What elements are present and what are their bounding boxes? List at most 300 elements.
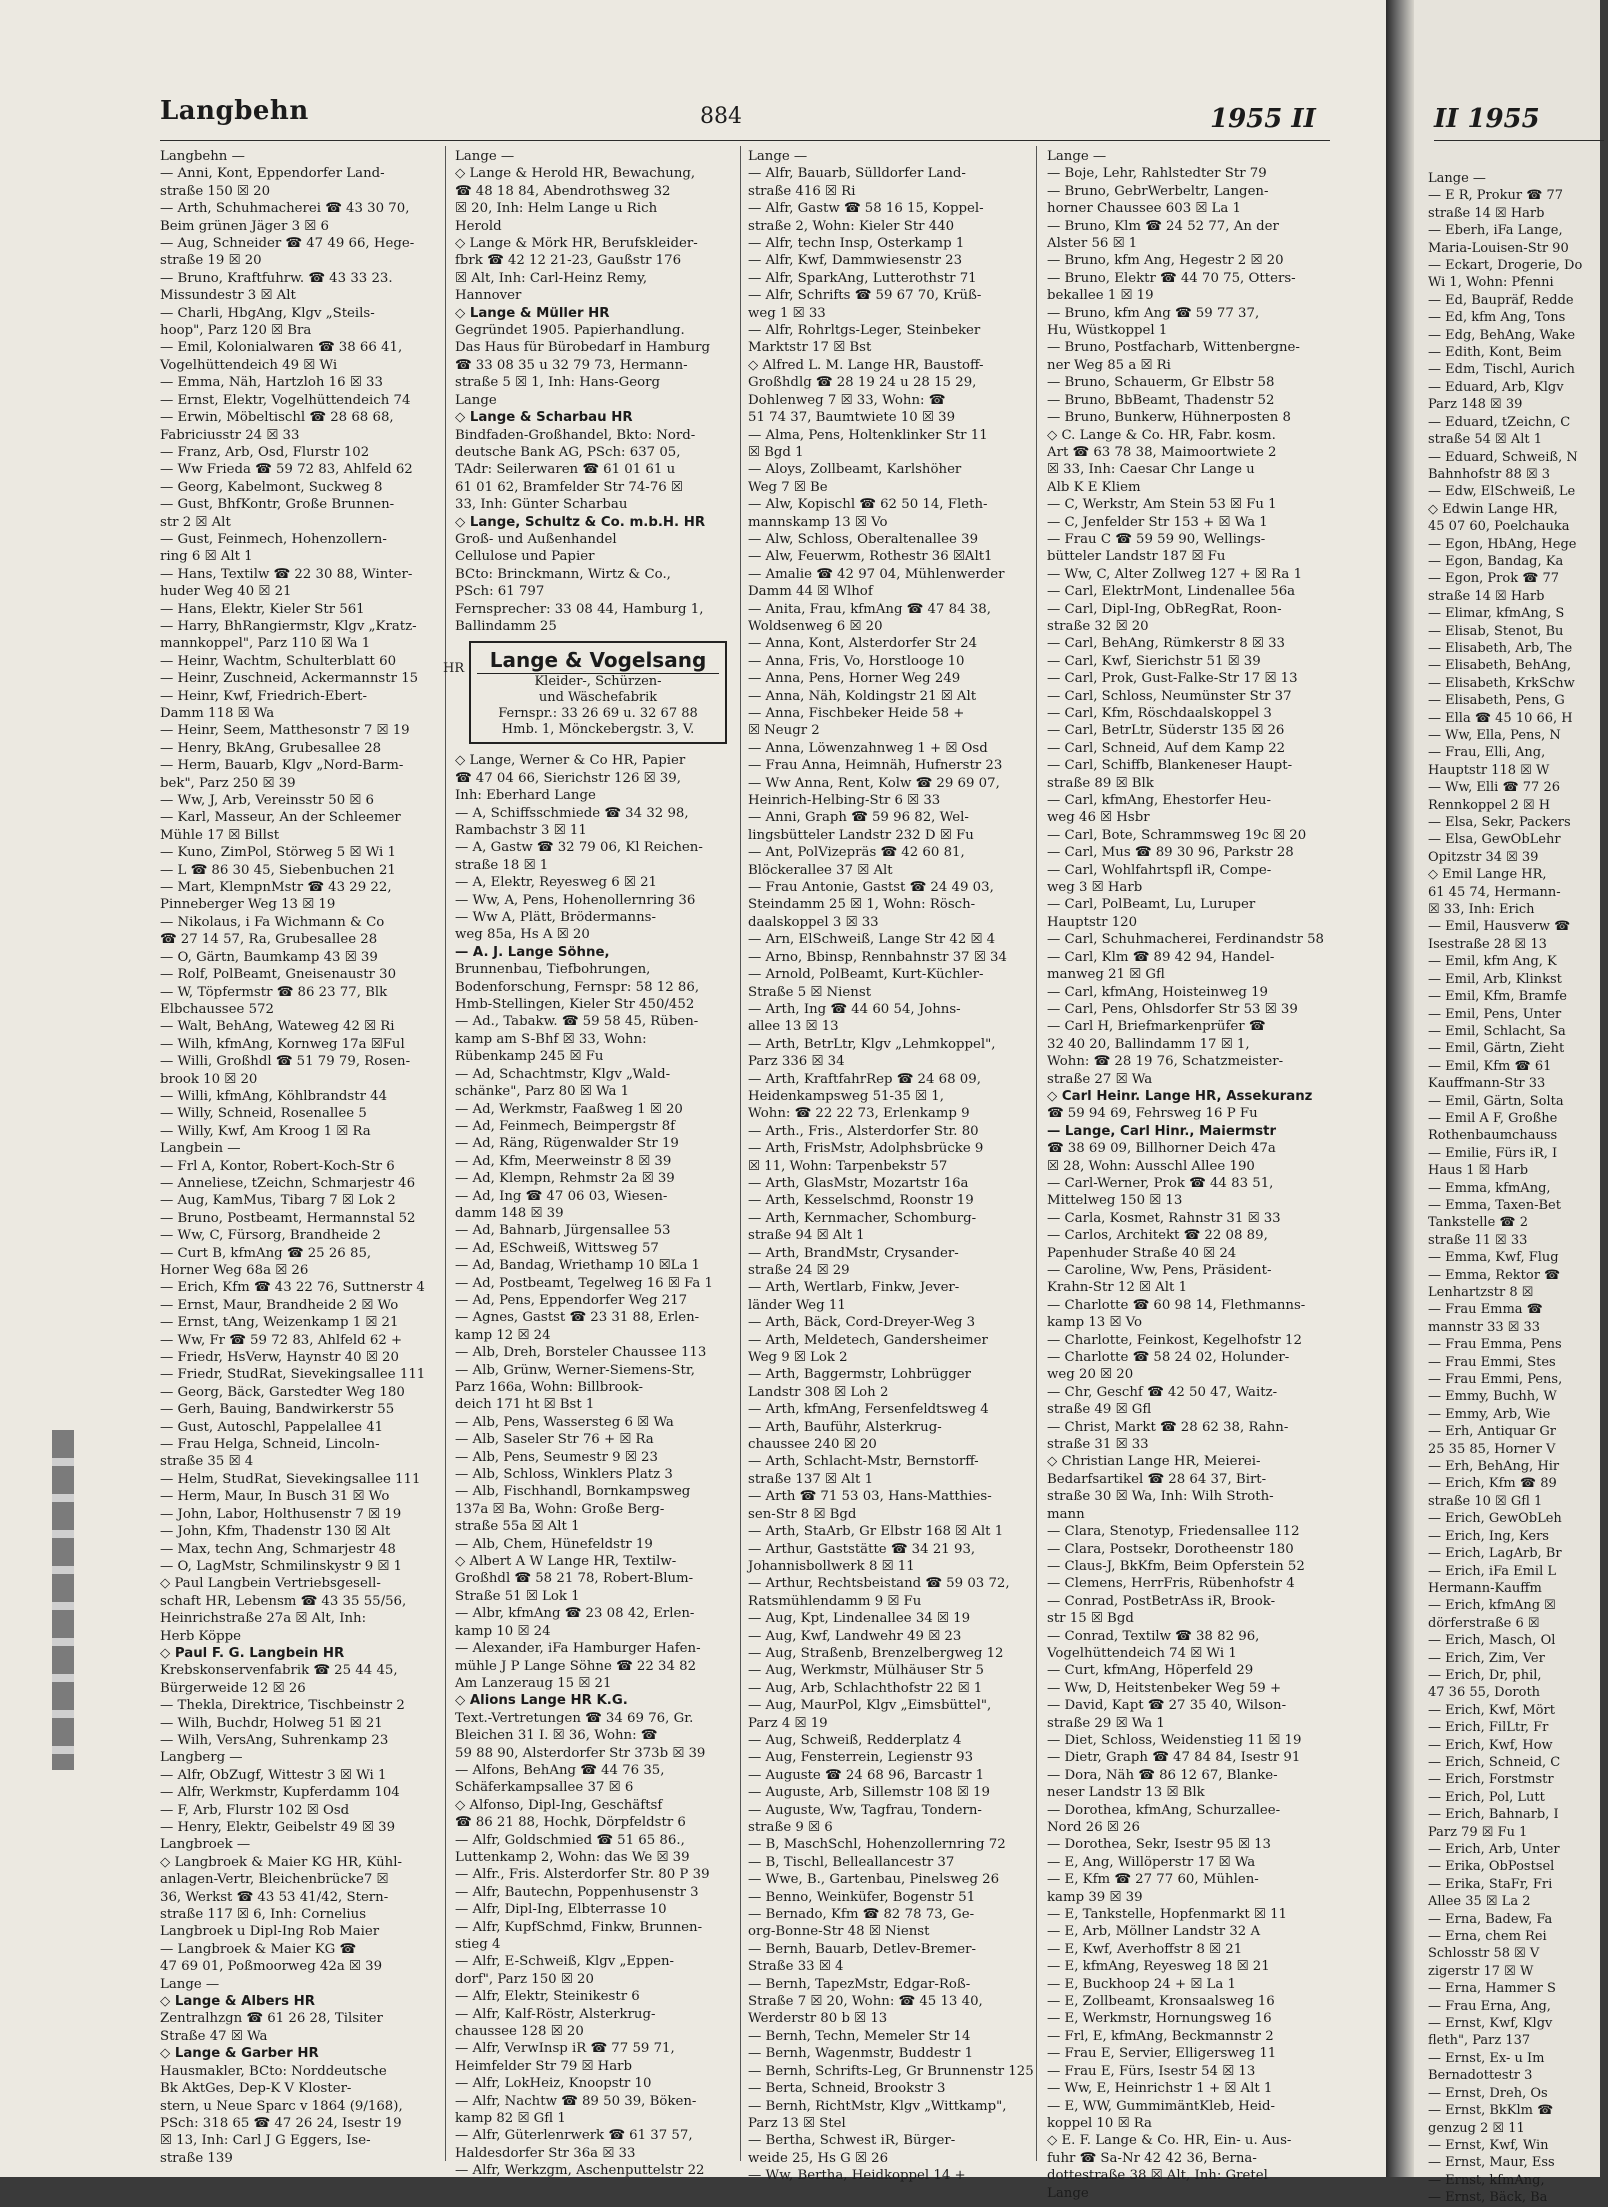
directory-entry-line: — Ww Anna, Rent, Kolw ☎ 29 69 07, bbox=[748, 775, 1000, 791]
directory-entry-line: Haldesdorfer Str 36a ☒ 33 bbox=[455, 2145, 636, 2161]
directory-entry-line: Isestraße 28 ☒ 13 bbox=[1428, 936, 1547, 952]
directory-entry-line: fbrk ☎ 42 12 21-23, Gaußstr 176 bbox=[455, 253, 682, 269]
directory-entry-line: kamp 82 ☒ Gfl 1 bbox=[455, 2111, 566, 2127]
directory-entry-line: mühle J P Lange Söhne ☎ 22 34 82 bbox=[455, 1658, 697, 1674]
directory-entry-line: — Edw, ElSchweiß, Le bbox=[1428, 484, 1576, 500]
directory-entry-line: — Bernh, Techn, Memeler Str 14 bbox=[748, 2028, 971, 2044]
directory-entry-line: — Emil, Arb, Klinkst bbox=[1428, 971, 1562, 987]
directory-entry-line: — Carl, Kfm, Röschdaalskoppel 3 bbox=[1047, 706, 1272, 721]
directory-entry-line: — Anna, Löwenzahnweg 1 + ☒ Osd bbox=[748, 740, 988, 756]
directory-entry-line: Lange — bbox=[455, 149, 515, 164]
directory-entry-line: — Egon, HbAng, Hege bbox=[1428, 536, 1577, 552]
directory-entry-line: — Karl, Masseur, An der Schleemer bbox=[160, 810, 401, 826]
directory-column-2 bbox=[455, 148, 733, 2179]
directory-entry-line: Schäferkampsallee 37 ☒ 6 bbox=[455, 1780, 634, 1796]
directory-entry-line: Zentralhzgn ☎ 61 26 28, Tilsiter bbox=[160, 2011, 383, 2027]
directory-entry-line: sen-Str 8 ☒ Bgd bbox=[748, 1506, 857, 1522]
directory-entry-line: — Carl, PolBeamt, Lu, Luruper bbox=[1047, 897, 1256, 913]
directory-entry-line: — Carl-Werner, Prok ☎ 44 83 51, bbox=[1047, 1175, 1274, 1191]
directory-entry-line: ◇ E. F. Lange & Co. HR, Ein- u. Aus- bbox=[1047, 2133, 1292, 2149]
directory-entry-line: Text.-Vertretungen ☎ 34 69 76, Gr. bbox=[455, 1710, 694, 1726]
directory-entry-line: — Elisabeth, Arb, The bbox=[1428, 640, 1573, 656]
directory-entry-line: Fabriciusstr 24 ☒ 33 bbox=[160, 427, 300, 443]
directory-entry-line: ◇ Edwin Lange HR, bbox=[1428, 501, 1558, 517]
directory-entry-line: — Carl, Pens, Ohlsdorfer Str 53 ☒ 39 bbox=[1047, 1001, 1298, 1017]
directory-entry-line: — Ernst, Maur, Ess bbox=[1428, 2155, 1555, 2171]
directory-entry-line: Horner Weg 68a ☒ 26 bbox=[160, 1263, 309, 1278]
directory-entry-line: — Ww, Bertha, Heidkoppel 14 + bbox=[748, 2168, 966, 2184]
directory-entry-line: Wohn: ☎ 22 22 73, Erlenkamp 9 bbox=[748, 1106, 970, 1122]
directory-entry-line: 51 74 37, Baumtwiete 10 ☒ 39 bbox=[748, 410, 956, 426]
directory-entry-line: — Carl, Schneid, Auf dem Kamp 22 bbox=[1047, 740, 1286, 756]
directory-entry-line: — Erwin, Möbeltischl ☎ 28 68 68, bbox=[160, 410, 394, 426]
directory-entry-line: — Anna, Kont, Alsterdorfer Str 24 bbox=[748, 636, 978, 652]
directory-entry-line: Opitzstr 34 ☒ 39 bbox=[1428, 849, 1539, 865]
directory-entry-line: — Mart, KlempnMstr ☎ 43 29 22, bbox=[160, 880, 392, 896]
directory-entry-line: — Ww A, Plätt, Brödermanns- bbox=[455, 910, 656, 926]
directory-entry-line: — Bruno, Postbeamt, Hermannstal 52 bbox=[160, 1210, 416, 1226]
directory-entry-line: Lange — bbox=[160, 1976, 220, 1992]
running-head-year: 1955 II bbox=[1210, 104, 1316, 134]
directory-entry-line: — Alb, Fischhandl, Bornkampsweg bbox=[455, 1484, 691, 1500]
directory-entry-line: bekallee 1 ☒ 19 bbox=[1047, 288, 1154, 304]
directory-entry-line: Lange — bbox=[1428, 171, 1486, 186]
directory-entry-line: — Arth, Bauführ, Alsterkrug- bbox=[748, 1419, 942, 1435]
directory-entry-line: 137a ☒ Ba, Wohn: Große Berg- bbox=[455, 1501, 665, 1517]
directory-entry-line: — A, Schiffsschmiede ☎ 34 32 98, bbox=[455, 805, 689, 821]
directory-entry-line: schänke", Parz 80 ☒ Wa 1 bbox=[455, 1084, 630, 1100]
directory-entry-line: — Frl, E, kfmAng, Beckmannstr 2 bbox=[1047, 2028, 1274, 2044]
directory-entry-line: — Bruno, GebrWerbeltr, Langen- bbox=[1047, 183, 1269, 199]
directory-entry-line: Haus 1 ☒ Harb bbox=[1428, 1163, 1529, 1179]
directory-entry-line: Papenhuder Straße 40 ☒ 24 bbox=[1047, 1245, 1237, 1261]
directory-entry-line: — Bruno, Bunkerw, Hühnerposten 8 bbox=[1047, 410, 1291, 426]
directory-entry-line: — Ernst, Elektr, Vogelhüttendeich 74 bbox=[160, 392, 411, 408]
directory-entry-line: — Arth, Schuhmacherei ☎ 43 30 70, bbox=[160, 201, 410, 217]
directory-entry-line: — Emil A F, Großhe bbox=[1428, 1110, 1558, 1126]
directory-entry-line: — Wilh, Buchdr, Holweg 51 ☒ 21 bbox=[160, 1715, 383, 1731]
directory-entry-line: — Erna, Badew, Fa bbox=[1428, 1911, 1553, 1927]
directory-entry-line: — Alfr, E-Schweiß, Klgv „Eppen- bbox=[455, 1954, 675, 1970]
directory-entry-line: — Emma, kfmAng, bbox=[1428, 1180, 1551, 1196]
directory-entry-line: Mühle 17 ☒ Billst bbox=[160, 827, 280, 843]
directory-entry-line: 47 69 01, Poßmoorweg 42a ☒ 39 bbox=[160, 1959, 383, 1975]
directory-entry-line: — Ww, C, Alter Zollweg 127 + ☒ Ra 1 bbox=[1047, 566, 1303, 582]
directory-entry-line: — Frau Erna, Ang, bbox=[1428, 1998, 1551, 2014]
directory-entry-line: — Alfr, Kwf, Dammwiesenstr 23 bbox=[748, 253, 963, 269]
directory-entry-line: — Dora, Näh ☎ 86 12 67, Blanke- bbox=[1047, 1767, 1278, 1783]
directory-page-right bbox=[1414, 0, 1600, 2206]
directory-entry-line: — E, Zollbeamt, Kronsaalsweg 16 bbox=[1047, 1994, 1275, 2010]
directory-entry-line: — Alw, Schloss, Oberaltenallee 39 bbox=[748, 531, 979, 547]
directory-entry-line: — Carl, Schloss, Neumünster Str 37 bbox=[1047, 688, 1292, 704]
directory-entry-line: — Carl H, Briefmarkenprüfer ☎ bbox=[1047, 1019, 1266, 1035]
directory-entry-line: — Alfr, Kalf-Röstr, Alsterkrug- bbox=[455, 2006, 656, 2022]
directory-entry-line: Heinrich-Helbing-Str 6 ☒ 33 bbox=[748, 793, 941, 809]
directory-entry-line: neser Landstr 13 ☒ Blk bbox=[1047, 1785, 1205, 1801]
directory-entry-line: Straße 47 ☒ Wa bbox=[160, 2028, 268, 2044]
directory-entry-line: — E, Kwf, Averhoffstr 8 ☒ 21 bbox=[1047, 1941, 1243, 1957]
directory-entry-line: — Alfr, Goldschmied ☎ 51 65 86., bbox=[455, 1832, 685, 1848]
directory-entry-line: — Alfr, Nachtw ☎ 89 50 39, Böken- bbox=[455, 2093, 697, 2109]
directory-entry-line: — Arnold, PolBeamt, Kurt-Küchler- bbox=[748, 967, 984, 983]
directory-entry-line: — Charlotte ☎ 58 24 02, Holunder- bbox=[1047, 1350, 1290, 1366]
directory-entry-line: — Auguste, Arb, Sillemstr 108 ☒ 19 bbox=[748, 1785, 990, 1801]
directory-entry-line: Elbchaussee 572 bbox=[160, 1001, 274, 1017]
directory-entry-line: — Erich, Kfm ☎ 43 22 76, Suttnerstr 4 bbox=[160, 1280, 425, 1296]
directory-entry-line: — Alb, Saseler Str 76 + ☒ Ra bbox=[455, 1432, 654, 1448]
directory-entry-line: — Caroline, Ww, Pens, Präsident- bbox=[1047, 1263, 1272, 1278]
directory-entry-line: — Alexander, iFa Hamburger Hafen- bbox=[455, 1641, 701, 1657]
directory-entry-line: — Conrad, PostBetrAss iR, Brook- bbox=[1047, 1593, 1276, 1609]
directory-entry-line: — Alb, Pens, Seumestr 9 ☒ 23 bbox=[455, 1449, 658, 1465]
directory-entry-line: — Emil, Hausverw ☎ bbox=[1428, 919, 1571, 935]
directory-entry-line: stern, u Neue Sparc v 1864 (9/168), bbox=[160, 2098, 403, 2114]
directory-entry-line: — Willi, Großhdl ☎ 51 79 79, Rosen- bbox=[160, 1054, 411, 1070]
directory-entry-line: — Erna, Hammer S bbox=[1428, 1981, 1556, 1997]
directory-entry-line: ◇ Paul Langbein Vertriebsgesell- bbox=[160, 1576, 381, 1592]
directory-entry-line: — Erika, StaFr, Fri bbox=[1428, 1876, 1553, 1892]
directory-entry-line: — Dietr, Graph ☎ 47 84 84, Isestr 91 bbox=[1047, 1750, 1301, 1766]
directory-entry-line: weg 3 ☒ Harb bbox=[1047, 880, 1143, 896]
directory-entry-line: — Emma, Näh, Hartzloh 16 ☒ 33 bbox=[160, 375, 383, 391]
directory-entry-line: — Emil, Gärtn, Zieht bbox=[1428, 1041, 1565, 1057]
directory-entry-line: kamp am S-Bhf ☒ 33, Wohn: bbox=[455, 1031, 647, 1047]
directory-entry-line: — Frau, Elli, Ang, bbox=[1428, 745, 1546, 761]
directory-entry-line: — Arth, Kesselschmd, Roonstr 19 bbox=[748, 1193, 974, 1209]
directory-entry-line: — Arn, ElSchweiß, Lange Str 42 ☒ 4 bbox=[748, 932, 996, 948]
directory-entry-line: Rothenbaumchauss bbox=[1428, 1128, 1558, 1144]
directory-entry-line: — E, Kfm ☎ 27 77 60, Mühlen- bbox=[1047, 1872, 1259, 1888]
directory-entry-line: — Bernh, Wagenmstr, Buddestr 1 bbox=[748, 2046, 974, 2062]
directory-entry-line: 33, Inh: Günter Scharbau bbox=[455, 497, 628, 513]
directory-entry-line: — E, kfmAng, Reyesweg 18 ☒ 21 bbox=[1047, 1959, 1270, 1975]
directory-entry-line: Schlosstr 58 ☒ V bbox=[1428, 1946, 1540, 1962]
directory-entry-line: — Eduard, Schweiß, N bbox=[1428, 449, 1578, 465]
directory-entry-line: ◇ Langbroek & Maier KG HR, Kühl- bbox=[160, 1854, 402, 1870]
directory-entry-line: — Ernst, Bäck, Ba bbox=[1428, 2190, 1548, 2206]
directory-entry-line: — Elisab, Stenot, Bu bbox=[1428, 623, 1564, 639]
directory-entry-line: Bodenforschung, Fernspr: 58 12 86, bbox=[455, 979, 700, 995]
directory-entry-line: — Bernh, TapezMstr, Edgar-Roß- bbox=[748, 1976, 971, 1992]
directory-entry-line: — Ww, Elli ☎ 77 26 bbox=[1428, 780, 1560, 796]
directory-entry-line: — Alfr, Bautechn, Poppenhusenstr 3 bbox=[455, 1884, 699, 1900]
directory-entry-line: — Aug, Kpt, Lindenallee 34 ☒ 19 bbox=[748, 1611, 971, 1627]
directory-entry-line: — Ww, A, Pens, Hohenollernring 36 bbox=[455, 892, 696, 908]
directory-entry-line: — Conrad, Textilw ☎ 38 82 96, bbox=[1047, 1628, 1260, 1644]
directory-entry-line: Damm 118 ☒ Wa bbox=[160, 706, 275, 721]
directory-entry-line: — Hans, Elektr, Kieler Str 561 bbox=[160, 601, 365, 617]
directory-entry-line: Langbehn — bbox=[160, 149, 245, 164]
directory-entry-line: — Erich, Bahnarb, I bbox=[1428, 1807, 1559, 1823]
directory-entry-line: Tankstelle ☎ 2 bbox=[1428, 1215, 1528, 1231]
directory-entry-line: — Erich, Schneid, C bbox=[1428, 1754, 1561, 1770]
directory-entry-line: — Aug, MaurPol, Klgv „Eimsbüttel", bbox=[748, 1698, 992, 1714]
directory-entry-line: BCto: Brinckmann, Wirtz & Co., bbox=[455, 566, 671, 582]
directory-entry-line: Heimfelder Str 79 ☒ Harb bbox=[455, 2058, 633, 2074]
directory-entry-line: — John, Labor, Holthusenstr 7 ☒ 19 bbox=[160, 1506, 402, 1522]
directory-entry-line: — Lange, Carl Hinr., Maiermstr bbox=[1047, 1123, 1277, 1139]
directory-entry-line: — Carl, Mus ☎ 89 30 96, Parkstr 28 bbox=[1047, 845, 1294, 861]
directory-entry-line: Bedarfsartikel ☎ 28 64 37, Birt- bbox=[1047, 1471, 1267, 1487]
directory-entry-line: — Alfons, BehAng ☎ 44 76 35, bbox=[455, 1762, 665, 1778]
directory-entry-line: ◇ Carl Heinr. Lange HR, Assekuranz bbox=[1047, 1088, 1313, 1104]
running-head-name: Langbehn bbox=[160, 96, 309, 126]
directory-entry-line: — Ww, E, Heinrichstr 1 + ☒ Alt 1 bbox=[1047, 2081, 1273, 2097]
directory-entry-line: — Arth, Ing ☎ 44 60 54, Johns- bbox=[748, 1001, 961, 1017]
directory-entry-line: ◇ Albert A W Lange HR, Textilw- bbox=[455, 1554, 677, 1570]
directory-entry-line: — Aloys, Zollbeamt, Karlshöher bbox=[748, 462, 962, 478]
ad-line: Hmb. 1, Mönckebergstr. 3, V. bbox=[501, 722, 695, 738]
directory-entry-line: ☒ 33, Inh: Erich bbox=[1428, 902, 1535, 918]
directory-entry-line: Lange bbox=[455, 392, 497, 408]
directory-entry-line: — Arth, Kernmacher, Schomburg- bbox=[748, 1210, 977, 1226]
directory-entry-line: — Arth., Fris., Alsterdorfer Str. 80 bbox=[748, 1123, 979, 1139]
directory-entry-line: — E, Tankstelle, Hopfenmarkt ☒ 11 bbox=[1047, 1907, 1287, 1923]
directory-entry-line: straße 94 ☒ Alt 1 bbox=[748, 1228, 865, 1244]
directory-entry-line: — Elisabeth, Pens, G bbox=[1428, 693, 1565, 709]
directory-entry-line: — Max, techn Ang, Schmarjestr 48 bbox=[160, 1541, 396, 1557]
directory-entry-line: — Alfr, techn Insp, Osterkamp 1 bbox=[748, 236, 965, 252]
directory-entry-line: Hu, Wüstkoppel 1 bbox=[1047, 323, 1168, 339]
directory-entry-line: straße 11 ☒ 33 bbox=[1428, 1232, 1528, 1248]
directory-entry-line: — Erich, Zim, Ver bbox=[1428, 1650, 1545, 1666]
directory-entry-line: — Ad, Bandag, Wriethamp 10 ☒La 1 bbox=[455, 1258, 700, 1274]
directory-entry-line: straße 2, Wohn: Kieler Str 440 bbox=[748, 218, 955, 234]
directory-entry-line: — Arth, KraftfahrRep ☎ 24 68 09, bbox=[748, 1071, 981, 1087]
directory-entry-line: — F, Arb, Flurstr 102 ☒ Osd bbox=[160, 1802, 350, 1818]
directory-entry-line: ◇ C. Lange & Co. HR, Fabr. kosm. bbox=[1047, 427, 1276, 443]
directory-entry-line: Weg 9 ☒ Lok 2 bbox=[748, 1350, 848, 1366]
directory-entry-line: — Ad, ESchweiß, Wittsweg 57 bbox=[455, 1240, 659, 1256]
directory-entry-line: — Carl, Schuhmacherei, Ferdinandstr 58 bbox=[1047, 932, 1325, 948]
directory-entry-line: weg 46 ☒ Hsbr bbox=[1047, 810, 1150, 826]
directory-entry-line: — Ed, kfm Ang, Tons bbox=[1428, 310, 1566, 326]
directory-entry-line: Langbein — bbox=[160, 1141, 241, 1157]
directory-entry-line: — Willy, Schneid, Rosenallee 5 bbox=[160, 1106, 367, 1122]
directory-entry-line: — Arth ☎ 71 53 03, Hans-Matthies- bbox=[748, 1489, 992, 1505]
directory-entry-line: — Franz, Arb, Osd, Flurstr 102 bbox=[160, 444, 370, 460]
directory-entry-line: Wohn: ☎ 28 19 76, Schatzmeister- bbox=[1047, 1054, 1284, 1070]
directory-entry-line: mann bbox=[1047, 1506, 1085, 1522]
directory-entry-line: — A. J. Lange Söhne, bbox=[455, 944, 610, 960]
directory-entry-line: Langbroek u Dipl-Ing Rob Maier bbox=[160, 1924, 380, 1940]
directory-entry-line: — Chr, Geschf ☎ 42 50 47, Waitz- bbox=[1047, 1384, 1278, 1400]
directory-entry-line: — Frau E, Servier, Elligersweg 11 bbox=[1047, 2046, 1277, 2062]
directory-entry-line: Hannover bbox=[455, 288, 522, 304]
directory-entry-line: — Egon, Prok ☎ 77 bbox=[1428, 571, 1560, 587]
directory-entry-line: Vogelhüttendeich 74 ☒ Wi 1 bbox=[1047, 1645, 1237, 1661]
directory-entry-line: — Ww, J, Arb, Vereinsstr 50 ☒ 6 bbox=[160, 793, 374, 809]
directory-entry-line: brook 10 ☒ 20 bbox=[160, 1071, 258, 1087]
book-gutter bbox=[1386, 0, 1414, 2177]
directory-entry-line: Großhdlg ☎ 28 19 24 u 28 15 29, bbox=[748, 375, 977, 391]
directory-entry-line: — Emma, Rektor ☎ bbox=[1428, 1267, 1561, 1283]
directory-entry-line: — Ant, PolVizepräs ☎ 42 60 81, bbox=[748, 845, 965, 861]
directory-entry-line: — Ella ☎ 45 10 66, H bbox=[1428, 710, 1573, 726]
directory-entry-line: 47 36 55, Doroth bbox=[1428, 1685, 1541, 1701]
directory-entry-line: ☒ Bgd 1 bbox=[748, 444, 804, 460]
column-separator bbox=[1036, 146, 1037, 2161]
directory-entry-line: — Alfr, Gastw ☎ 58 16 15, Koppel- bbox=[748, 201, 984, 217]
directory-entry-line: deutsche Bank AG, PSch: 637 05, bbox=[455, 444, 681, 460]
directory-entry-line: — Emma, Taxen-Bet bbox=[1428, 1197, 1561, 1213]
directory-entry-line: — Auguste ☎ 24 68 96, Barcastr 1 bbox=[748, 1767, 985, 1783]
directory-entry-line: — Bernh, Schrifts-Leg, Gr Brunnenstr 125 bbox=[748, 2063, 1034, 2079]
directory-entry-line: Das Haus für Bürobedarf in Hamburg bbox=[455, 340, 710, 356]
directory-entry-line: — Carl, kfmAng, Hoisteinweg 19 bbox=[1047, 984, 1269, 1000]
directory-entry-line: — Arth, kfmAng, Fersenfeldtsweg 4 bbox=[748, 1402, 989, 1418]
directory-entry-line: Bleichen 31 I. ☒ 36, Wohn: ☎ bbox=[455, 1728, 658, 1744]
directory-entry-line: 61 45 74, Hermann- bbox=[1428, 884, 1561, 900]
directory-entry-line: kamp 10 ☒ 24 bbox=[455, 1623, 551, 1639]
directory-entry-line: — Erna, chem Rei bbox=[1428, 1929, 1547, 1945]
directory-entry-line: — Boje, Lehr, Rahlstedter Str 79 bbox=[1047, 166, 1267, 182]
directory-entry-line: mannkoppel", Parz 110 ☒ Wa 1 bbox=[160, 636, 371, 652]
directory-entry-line: Pinneberger Weg 13 ☒ 19 bbox=[160, 897, 336, 913]
directory-entry-line: — Eduard, tZeichn, C bbox=[1428, 414, 1571, 430]
directory-entry-line: 45 07 60, Poelchauka bbox=[1428, 519, 1570, 535]
directory-entry-line: — Eduard, Arb, Klgv bbox=[1428, 379, 1564, 395]
directory-entry-line: Straße 33 ☒ 4 bbox=[748, 1959, 844, 1975]
directory-entry-line: ◇ Alfonso, Dipl-Ing, Geschäftsf bbox=[455, 1797, 663, 1813]
ad-side-label: HR bbox=[443, 661, 465, 676]
directory-entry-line: — Arth, Meldetech, Gandersheimer bbox=[748, 1332, 988, 1348]
directory-entry-line: Hauptstr 120 bbox=[1047, 914, 1138, 930]
directory-entry-line: straße 14 ☒ Harb bbox=[1428, 588, 1545, 604]
directory-entry-line: — Carl, Prok, Gust-Falke-Str 17 ☒ 13 bbox=[1047, 671, 1298, 687]
directory-entry-line: — Herm, Bauarb, Klgv „Nord-Barm- bbox=[160, 758, 404, 774]
directory-entry-line: — W, Töpfermstr ☎ 86 23 77, Blk bbox=[160, 984, 388, 1000]
column-separator bbox=[740, 146, 741, 2161]
directory-entry-line: Hermann-Kauffm bbox=[1428, 1580, 1542, 1596]
directory-entry-line: Krahn-Str 12 ☒ Alt 1 bbox=[1047, 1280, 1188, 1296]
directory-entry-line: Hausmakler, BCto: Norddeutsche bbox=[160, 2063, 387, 2079]
directory-entry-line: — Arth, Baggermstr, Lohbrügger bbox=[748, 1367, 971, 1383]
directory-entry-line: Johannisbollwerk 8 ☒ 11 bbox=[748, 1558, 915, 1574]
directory-entry-line: fuhr ☎ Sa-Nr 42 42 36, Berna- bbox=[1047, 2150, 1257, 2166]
directory-entry-line: — Alfr, SparkAng, Lutterothstr 71 bbox=[748, 270, 977, 286]
directory-entry-line: ☒ 28, Wohn: Ausschl Allee 190 bbox=[1047, 1158, 1255, 1174]
directory-entry-line: 61 01 62, Bramfelder Str 74-76 ☒ bbox=[455, 479, 683, 495]
directory-entry-line: Nord 26 ☒ 26 bbox=[1047, 1820, 1140, 1835]
directory-entry-line: — Frau Helga, Schneid, Lincoln- bbox=[160, 1437, 380, 1453]
directory-entry-line: — E, Arb, Möllner Landstr 32 A bbox=[1047, 1924, 1261, 1940]
directory-entry-line: — Erich, kfmAng ☒ bbox=[1428, 1598, 1556, 1614]
directory-entry-line: — Erich, Masch, Ol bbox=[1428, 1633, 1556, 1649]
directory-entry-line: — Anna, Fris, Vo, Horstlooge 10 bbox=[748, 653, 965, 669]
directory-entry-line: — Emilie, Fürs iR, I bbox=[1428, 1145, 1558, 1161]
directory-entry-line: — Ernst, Kwf, Win bbox=[1428, 2137, 1549, 2153]
directory-entry-line: — Edg, BehAng, Wake bbox=[1428, 327, 1576, 343]
directory-entry-line: — Ww, Ella, Pens, N bbox=[1428, 728, 1561, 743]
directory-entry-line: straße 49 ☒ Gfl bbox=[1047, 1402, 1152, 1418]
directory-entry-line: Lange — bbox=[1047, 149, 1107, 164]
directory-entry-line: — L ☎ 86 30 45, Siebenbuchen 21 bbox=[160, 862, 396, 878]
directory-entry-line: — Alw, Kopischl ☎ 62 50 14, Fleth- bbox=[748, 497, 988, 513]
directory-entry-line: huder Weg 40 ☒ 21 bbox=[160, 584, 292, 600]
directory-entry-line: Woldsenweg 6 ☒ 20 bbox=[748, 618, 883, 634]
directory-entry-line: — Bernado, Kfm ☎ 82 78 73, Ge- bbox=[748, 1907, 975, 1923]
ad-line: Fernspr.: 33 26 69 u. 32 67 88 bbox=[498, 706, 698, 722]
directory-entry-line: — Ernst, tAng, Weizenkamp 1 ☒ 21 bbox=[160, 1315, 399, 1331]
directory-entry-line: Krebskonservenfabrik ☎ 25 44 45, bbox=[160, 1663, 398, 1679]
directory-entry-line: — Alfr, Güterlenrwerk ☎ 61 37 57, bbox=[455, 2128, 693, 2144]
column-separator bbox=[445, 146, 446, 2161]
directory-entry-line: — Willy, Kwf, Am Kroog 1 ☒ Ra bbox=[160, 1123, 371, 1139]
directory-entry-line: — Bruno, kfm Ang ☎ 59 77 37, bbox=[1047, 305, 1260, 321]
directory-entry-line: — Aug, Schneider ☎ 47 49 66, Hege- bbox=[160, 236, 415, 252]
directory-entry-line: — Carla, Kosmet, Rahnstr 31 ☒ 33 bbox=[1047, 1210, 1281, 1226]
directory-entry-line: — Ad, Pens, Eppendorfer Weg 217 bbox=[455, 1292, 688, 1308]
directory-entry-line: — Frl A, Kontor, Robert-Koch-Str 6 bbox=[160, 1158, 395, 1174]
directory-entry-line: Maria-Louisen-Str 90 bbox=[1428, 240, 1569, 256]
directory-entry-line: — Aug, Straßenb, Brenzelbergweg 12 bbox=[748, 1645, 1004, 1661]
directory-entry-line: — Gust, Feinmech, Hohenzollern- bbox=[160, 531, 387, 547]
directory-entry-line: länder Weg 11 bbox=[748, 1297, 846, 1313]
directory-entry-line: — Hans, Textilw ☎ 22 30 88, Winter- bbox=[160, 566, 413, 582]
directory-entry-line: — Ed, Baupräf, Redde bbox=[1428, 292, 1574, 308]
directory-entry-line: — Auguste, Ww, Tagfrau, Tondern- bbox=[748, 1802, 982, 1818]
directory-entry-line: — John, Kfm, Thadenstr 130 ☒ Alt bbox=[160, 1524, 391, 1540]
directory-entry-line: — Wwe, B., Gartenbau, Pinelsweg 26 bbox=[748, 1872, 1000, 1888]
directory-entry-line: weg 20 ☒ 20 bbox=[1047, 1367, 1134, 1383]
directory-entry-line: ☒ 33, Inh: Caesar Chr Lange u bbox=[1047, 462, 1255, 478]
directory-entry-line: — Emil, Pens, Unter bbox=[1428, 1006, 1562, 1022]
right-header-rule bbox=[1434, 140, 1604, 141]
directory-entry-line: — Alfr, LokHeiz, Knoopstr 10 bbox=[455, 2076, 652, 2092]
directory-entry-line: — Carl, Dipl-Ing, ObRegRat, Roon- bbox=[1047, 601, 1282, 617]
directory-entry-line: ◇ Lange & Garber HR bbox=[160, 2046, 319, 2062]
directory-entry-line: Hauptstr 118 ☒ W bbox=[1428, 762, 1550, 778]
directory-entry-line: Art ☎ 63 78 38, Maimoortwiete 2 bbox=[1047, 444, 1277, 460]
directory-entry-line: — Curt B, kfmAng ☎ 25 26 85, bbox=[160, 1245, 372, 1261]
directory-entry-line: straße 29 ☒ Wa 1 bbox=[1047, 1715, 1165, 1731]
directory-entry-line: — Elisabeth, BehAng, bbox=[1428, 658, 1572, 674]
directory-entry-line: manweg 21 ☒ Gfl bbox=[1047, 967, 1165, 983]
directory-entry-line: — Charlotte ☎ 60 98 14, Flethmanns- bbox=[1047, 1297, 1306, 1313]
directory-entry-line: — Anita, Frau, kfmAng ☎ 47 84 38, bbox=[748, 601, 991, 617]
directory-entry-line: straße 9 ☒ 6 bbox=[748, 1820, 833, 1835]
directory-entry-line: — Erich, Ing, Kers bbox=[1428, 1528, 1549, 1544]
directory-entry-line: Parz 4 ☒ 19 bbox=[748, 1715, 828, 1731]
directory-entry-line: — Anni, Kont, Eppendorfer Land- bbox=[160, 166, 385, 182]
directory-entry-line: — E R, Prokur ☎ 77 bbox=[1428, 188, 1564, 204]
directory-entry-line: Heidenkampsweg 51-35 ☒ 1, bbox=[748, 1088, 944, 1104]
directory-entry-line: — Alb, Grünw, Werner-Siemens-Str, bbox=[455, 1362, 695, 1378]
directory-entry-line: weg 1 ☒ 33 bbox=[748, 305, 826, 321]
directory-entry-line: — Aug, Kwf, Landwehr 49 ☒ 23 bbox=[748, 1628, 962, 1644]
directory-entry-line: Langbroek — bbox=[160, 1837, 251, 1853]
directory-entry-line: — Bruno, kfm Ang, Hegestr 2 ☒ 20 bbox=[1047, 253, 1284, 269]
directory-entry-line: str 2 ☒ Alt bbox=[160, 514, 231, 530]
directory-entry-line: ☒ Neugr 2 bbox=[748, 723, 820, 739]
directory-entry-line: straße 35 ☒ 4 bbox=[160, 1454, 254, 1470]
directory-entry-line: — Carl, Kwf, Sierichstr 51 ☒ 39 bbox=[1047, 653, 1261, 669]
directory-entry-line: — Frau Anna, Heimnäh, Hufnerstr 23 bbox=[748, 758, 1003, 774]
directory-entry-line: Brunnenbau, Tiefbohrungen, bbox=[455, 962, 651, 978]
directory-entry-line: ◇ Lange & Scharbau HR bbox=[455, 410, 633, 426]
directory-entry-line: — Frau Emma, Pens bbox=[1428, 1337, 1562, 1353]
directory-entry-line: — Albr, kfmAng ☎ 23 08 42, Erlen- bbox=[455, 1606, 695, 1622]
directory-entry-line: ◇ Lange & Müller HR bbox=[455, 305, 610, 321]
directory-entry-line: — Emil, Kolonialwaren ☎ 38 66 41, bbox=[160, 340, 403, 356]
directory-entry-line: — Kuno, ZimPol, Störweg 5 ☒ Wi 1 bbox=[160, 845, 396, 861]
directory-entry-line: — C, Jenfelder Str 153 + ☒ Wa 1 bbox=[1047, 514, 1268, 530]
directory-entry-line: dottestraße 38 ☒ Alt, Inh: Gretel bbox=[1047, 2168, 1268, 2184]
directory-entry-line: — Frau E, Fürs, Isestr 54 ☒ 13 bbox=[1047, 2063, 1256, 2079]
directory-entry-line: Parz 148 ☒ 39 bbox=[1428, 397, 1523, 413]
